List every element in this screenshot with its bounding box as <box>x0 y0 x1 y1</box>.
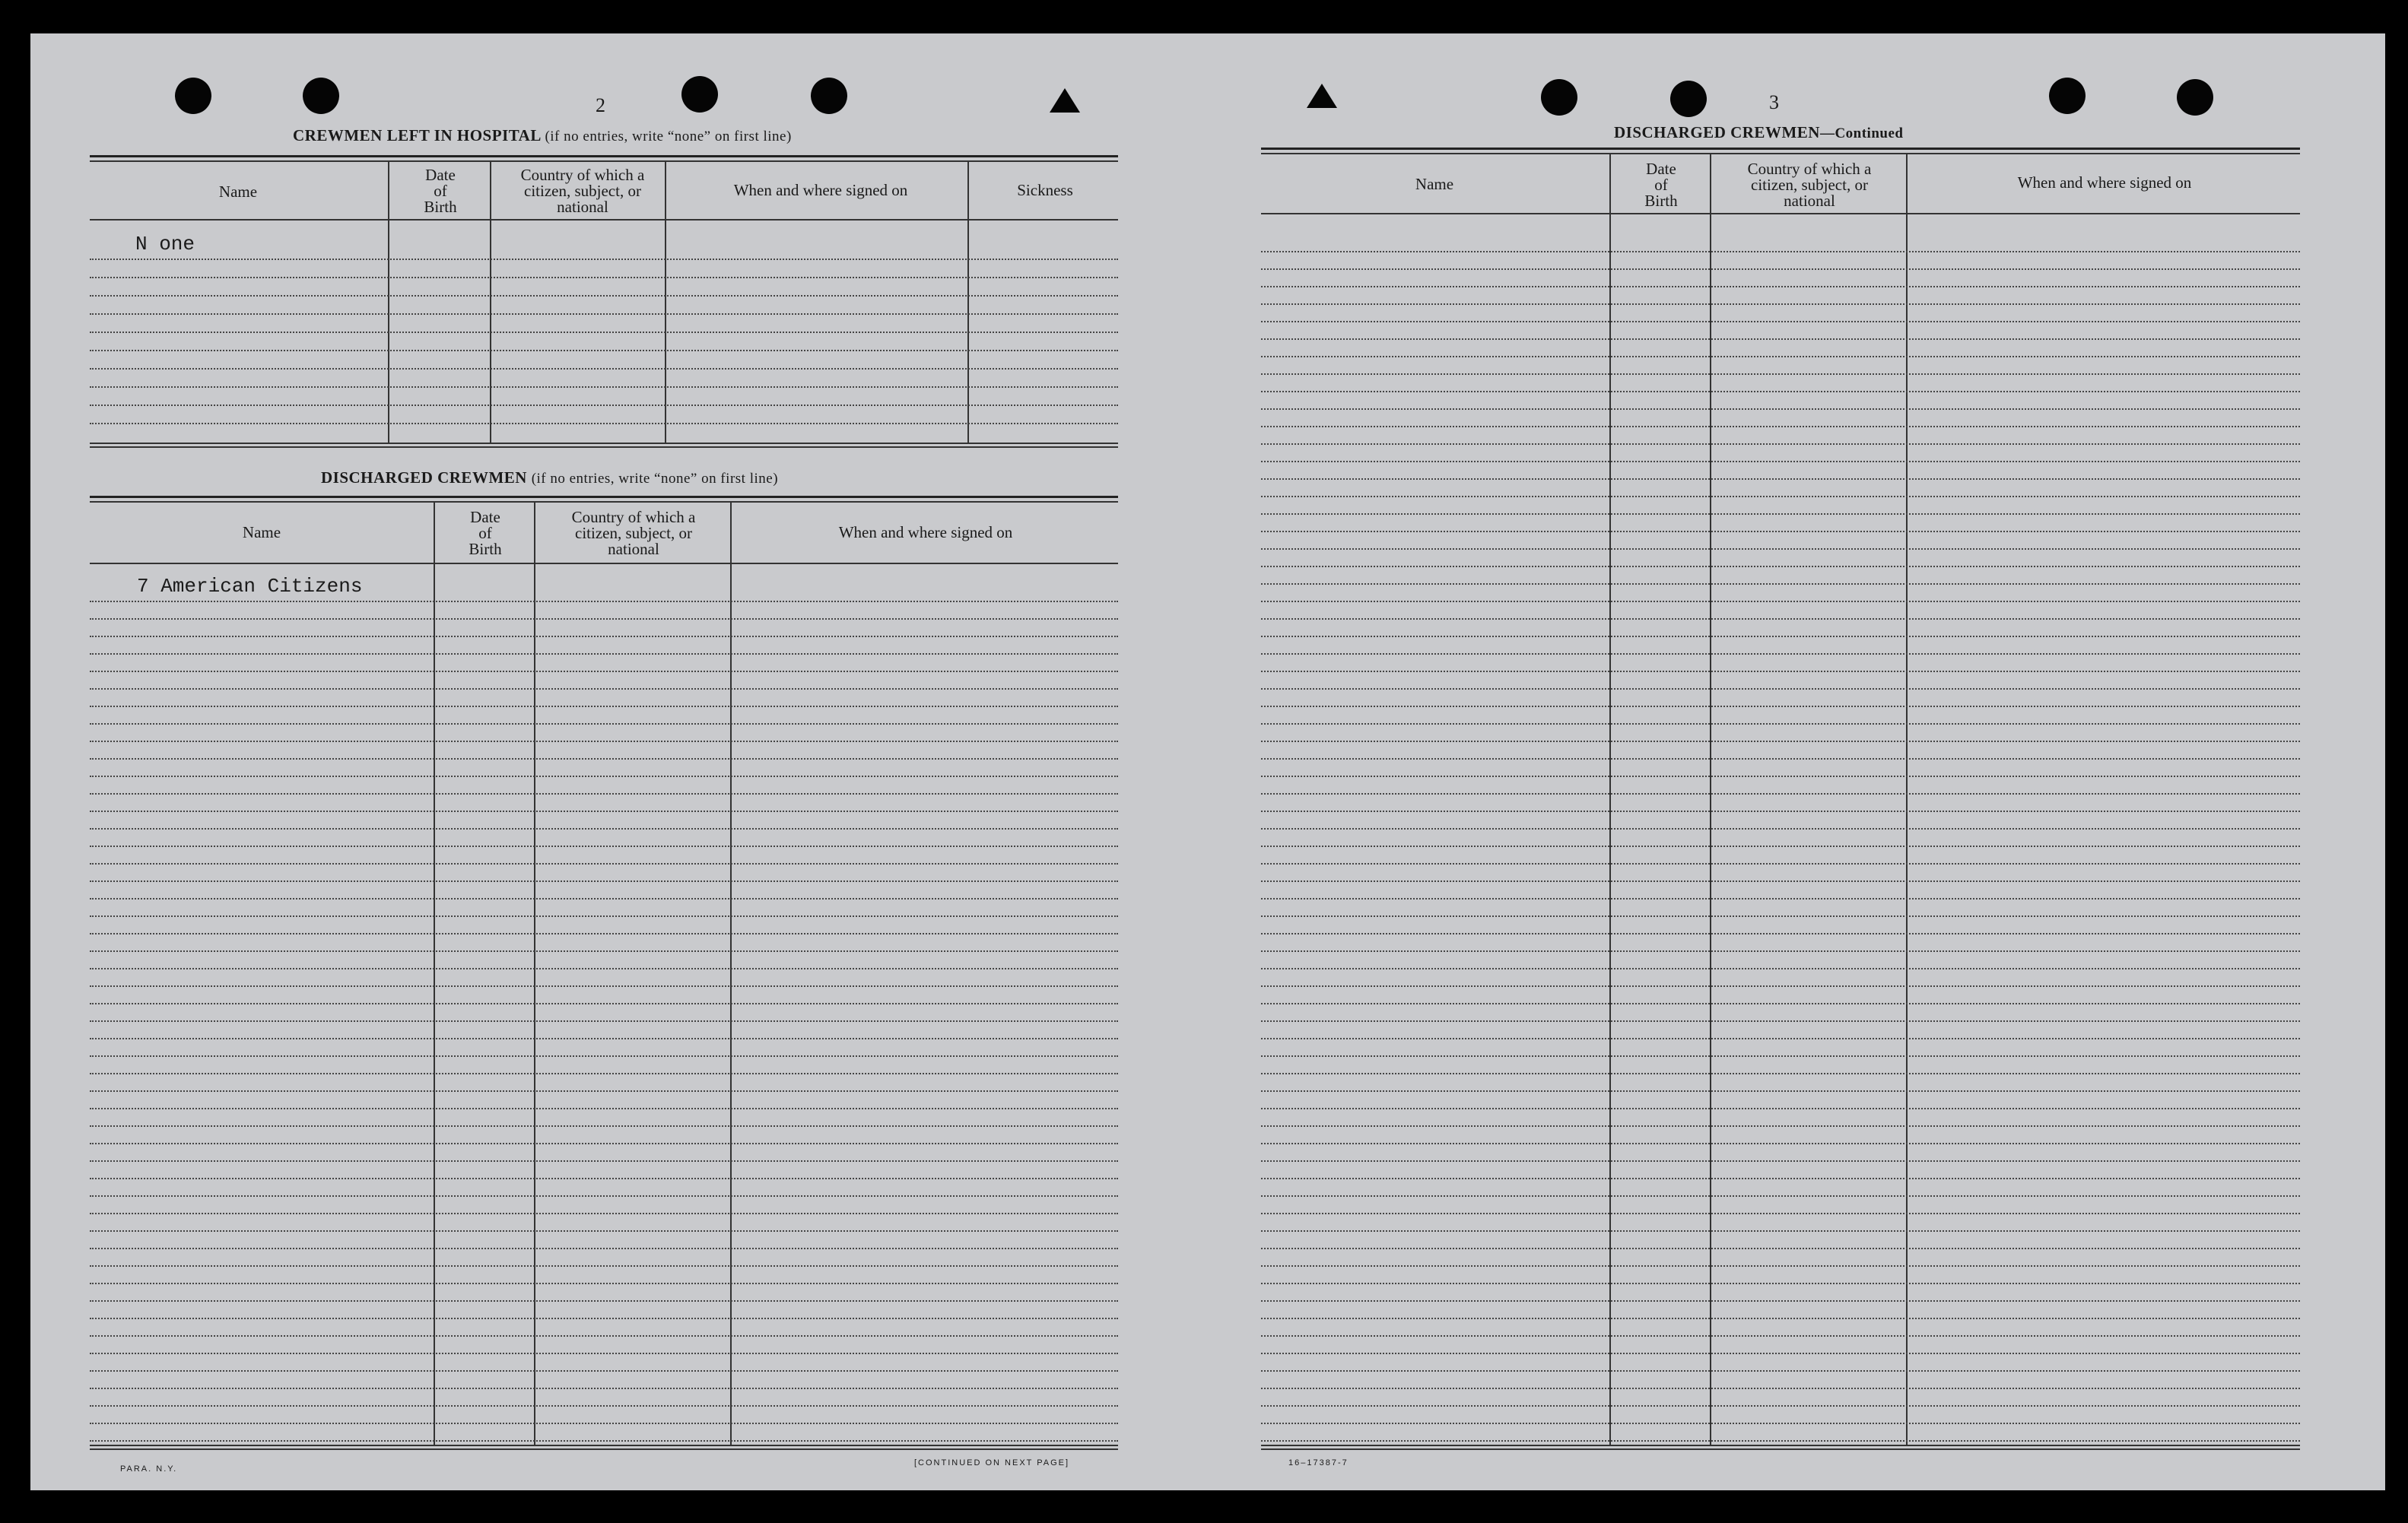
ruled-line <box>1261 898 2300 900</box>
ruled-line <box>90 933 1118 934</box>
column-divider <box>967 161 969 443</box>
ruled-line <box>1261 950 2300 952</box>
ruled-line <box>90 1038 1118 1039</box>
ruled-line <box>90 601 1118 602</box>
ruled-line <box>90 898 1118 900</box>
ruled-line <box>90 758 1118 760</box>
table-bottom-rule <box>90 1448 1118 1450</box>
column-header-date-of-birth: Date of Birth <box>424 166 457 216</box>
column-header-country: Country of which a citizen, subject, or national <box>1747 160 1872 210</box>
ruled-line <box>90 688 1118 690</box>
ruled-line <box>1261 496 2300 497</box>
column-divider <box>1609 154 1611 1445</box>
ruled-line <box>90 295 1118 297</box>
ruled-line <box>1261 1178 2300 1179</box>
ruled-line <box>1261 566 2300 567</box>
punch-hole-icon <box>175 78 211 114</box>
ruled-line <box>1261 671 2300 672</box>
ruled-line <box>90 259 1118 260</box>
ruled-line <box>90 350 1118 351</box>
table-top-rule <box>1261 148 2300 150</box>
punch-hole-icon <box>1670 81 1707 117</box>
ruled-line <box>1261 741 2300 742</box>
column-header-signed-on: When and where signed on <box>733 181 908 199</box>
ruled-line <box>1261 338 2300 340</box>
ruled-line <box>1261 1073 2300 1074</box>
table-bottom-rule <box>90 443 1118 444</box>
punch-hole-icon <box>811 78 847 114</box>
ruled-line <box>1261 286 2300 287</box>
punch-hole-icon <box>2049 78 2086 114</box>
column-divider <box>388 161 389 443</box>
table-bottom-rule <box>90 446 1118 448</box>
table-top-rule <box>90 160 1118 162</box>
table-top-rule <box>90 501 1118 503</box>
ruled-line <box>90 653 1118 655</box>
ruled-line <box>90 671 1118 672</box>
ruled-line <box>1261 1440 2300 1442</box>
ruled-line <box>90 1440 1118 1442</box>
ruled-line <box>90 706 1118 707</box>
ruled-line <box>1261 1143 2300 1144</box>
ruled-line <box>1261 531 2300 532</box>
ruled-line <box>90 1003 1118 1004</box>
ruled-line <box>1261 478 2300 480</box>
ruled-line <box>1261 706 2300 707</box>
ruled-line <box>1261 863 2300 865</box>
ruled-line <box>90 313 1118 315</box>
ruled-line <box>1261 268 2300 270</box>
ruled-line <box>90 863 1118 865</box>
column-divider <box>490 161 491 443</box>
ruled-line <box>1261 1213 2300 1214</box>
punch-hole-icon <box>303 78 339 114</box>
ruled-line <box>90 1230 1118 1232</box>
form-number: 16–17387-7 <box>1288 1458 1349 1467</box>
printer-mark: PARA. N.Y. <box>120 1464 178 1474</box>
ruled-line <box>1261 548 2300 550</box>
column-header-country: Country of which a citizen, subject, or national <box>520 166 645 216</box>
ruled-line <box>1261 1423 2300 1424</box>
ruled-line <box>1261 251 2300 252</box>
ruled-line <box>1261 618 2300 620</box>
ruled-line <box>90 1213 1118 1214</box>
column-header-signed-on: When and where signed on <box>2017 173 2192 192</box>
column-divider <box>1906 154 1908 1445</box>
ruled-line <box>90 368 1118 370</box>
ruled-line <box>90 1195 1118 1197</box>
ruled-line <box>1261 1318 2300 1319</box>
column-divider <box>665 161 666 443</box>
ruled-line <box>1261 373 2300 375</box>
ruled-line <box>1261 1108 2300 1109</box>
ruled-line <box>90 1265 1118 1267</box>
ruled-line <box>90 1055 1118 1057</box>
hospital-entry: N one <box>135 233 195 255</box>
discharged-title-text: DISCHARGED CREWMEN <box>321 468 527 487</box>
ruled-line <box>90 1318 1118 1319</box>
ruled-line <box>1261 653 2300 655</box>
ruled-line <box>90 277 1118 278</box>
ruled-line <box>1261 968 2300 969</box>
ruled-line <box>90 1178 1118 1179</box>
ruled-line <box>1261 1283 2300 1284</box>
ruled-line <box>1261 1388 2300 1389</box>
ruled-line <box>1261 1003 2300 1004</box>
page-number: 3 <box>1769 91 1779 113</box>
ruled-line <box>1261 985 2300 987</box>
column-header-date-of-birth: Date of Birth <box>469 508 502 558</box>
ruled-line <box>1261 846 2300 847</box>
ruled-line <box>1261 1300 2300 1302</box>
ruled-line <box>90 386 1118 388</box>
ruled-line <box>1261 811 2300 812</box>
ruled-line <box>90 1423 1118 1424</box>
ruled-line <box>90 423 1118 424</box>
hospital-section-title <box>293 126 792 145</box>
ruled-line <box>90 1248 1118 1249</box>
ruled-line <box>1261 1038 2300 1039</box>
ruled-line <box>1261 426 2300 427</box>
hospital-title-text: CREWMEN LEFT IN HOSPITAL <box>293 126 541 144</box>
ruled-line <box>90 1283 1118 1284</box>
table-bottom-rule <box>1261 1445 2300 1446</box>
ruled-line <box>1261 461 2300 462</box>
ruled-line <box>90 618 1118 620</box>
ruled-line <box>1261 1370 2300 1372</box>
ruled-line <box>90 1090 1118 1092</box>
ruled-line <box>90 985 1118 987</box>
ruled-line <box>1261 1195 2300 1197</box>
header-bottom-rule <box>90 563 1118 564</box>
ruled-line <box>1261 933 2300 934</box>
ruled-line <box>1261 1353 2300 1354</box>
column-header-name: Name <box>1415 175 1454 193</box>
ruled-line <box>90 915 1118 917</box>
ruled-line <box>1261 1405 2300 1407</box>
ruled-line <box>90 1405 1118 1407</box>
ruled-line <box>1261 1230 2300 1232</box>
table-top-rule <box>1261 153 2300 154</box>
ruled-line <box>90 636 1118 637</box>
ruled-line <box>90 811 1118 812</box>
ruled-line <box>90 1020 1118 1022</box>
ruled-line <box>1261 1020 2300 1022</box>
ruled-line <box>90 950 1118 952</box>
punch-hole-icon <box>1541 79 1577 116</box>
table-top-rule <box>90 155 1118 157</box>
ruled-line <box>1261 636 2300 637</box>
ruled-line <box>1261 321 2300 322</box>
ruled-line <box>90 1125 1118 1127</box>
triangle-marker-icon <box>1050 88 1080 113</box>
ruled-line <box>90 776 1118 777</box>
column-divider <box>534 502 535 1445</box>
ruled-line <box>1261 723 2300 725</box>
triangle-marker-icon <box>1307 84 1337 108</box>
table-top-rule <box>90 496 1118 498</box>
ruled-line <box>90 1388 1118 1389</box>
column-header-country: Country of which a citizen, subject, or national <box>571 508 696 558</box>
ruled-line <box>1261 776 2300 777</box>
column-header-signed-on: When and where signed on <box>838 523 1013 541</box>
document-sheet <box>30 33 2385 1490</box>
column-header-date-of-birth: Date of Birth <box>1644 160 1678 210</box>
ruled-line <box>90 1108 1118 1109</box>
ruled-line <box>90 846 1118 847</box>
column-divider <box>434 502 435 1445</box>
ruled-line <box>1261 513 2300 515</box>
ruled-line <box>1261 1125 2300 1127</box>
page-number: 2 <box>596 94 605 116</box>
ruled-line <box>90 968 1118 969</box>
column-header-name: Name <box>242 523 281 541</box>
discharged-entry: 7 American Citizens <box>137 575 363 598</box>
ruled-line <box>90 1335 1118 1337</box>
column-header-sickness: Sickness <box>1017 181 1073 199</box>
ruled-line <box>1261 915 2300 917</box>
punch-hole-icon <box>2177 79 2213 116</box>
discharged-title-note: (if no entries, write “none” on first line) <box>531 471 779 487</box>
ruled-line <box>1261 391 2300 392</box>
ruled-line <box>1261 303 2300 305</box>
ruled-line <box>90 1353 1118 1354</box>
ruled-line <box>1261 758 2300 760</box>
header-bottom-rule <box>1261 213 2300 214</box>
ruled-line <box>90 828 1118 830</box>
ruled-line <box>1261 1090 2300 1092</box>
header-bottom-rule <box>90 219 1118 221</box>
ruled-line <box>90 332 1118 333</box>
ruled-line <box>1261 1248 2300 1249</box>
ruled-line <box>90 1370 1118 1372</box>
ruled-line <box>90 1160 1118 1162</box>
column-divider <box>730 502 732 1445</box>
ruled-line <box>1261 1055 2300 1057</box>
ruled-line <box>1261 828 2300 830</box>
ruled-line <box>1261 688 2300 690</box>
ruled-line <box>1261 408 2300 410</box>
table-bottom-rule <box>1261 1448 2300 1450</box>
ruled-line <box>90 1143 1118 1144</box>
ruled-line <box>1261 1265 2300 1267</box>
hospital-title-note: (if no entries, write “none” on first line) <box>545 129 792 144</box>
continued-note: [CONTINUED ON NEXT PAGE] <box>914 1458 1070 1467</box>
continued-title-text: DISCHARGED CREWMEN <box>1614 123 1820 141</box>
discharged-continued-title <box>1614 123 1903 142</box>
ruled-line <box>1261 880 2300 882</box>
ruled-line <box>1261 793 2300 795</box>
ruled-line <box>90 723 1118 725</box>
ruled-line <box>90 405 1118 406</box>
ruled-line <box>1261 1160 2300 1162</box>
ruled-line <box>1261 583 2300 585</box>
ruled-line <box>90 1073 1118 1074</box>
column-header-name: Name <box>218 182 258 201</box>
continued-title-suffix: —Continued <box>1819 125 1904 141</box>
ruled-line <box>90 880 1118 882</box>
ruled-line <box>1261 356 2300 357</box>
table-bottom-rule <box>90 1445 1118 1446</box>
ruled-line <box>1261 443 2300 445</box>
ruled-line <box>90 741 1118 742</box>
ruled-line <box>1261 601 2300 602</box>
ruled-line <box>90 793 1118 795</box>
column-divider <box>1710 154 1711 1445</box>
ruled-line <box>1261 1335 2300 1337</box>
discharged-section-title <box>321 468 778 487</box>
ruled-line <box>90 1300 1118 1302</box>
punch-hole-icon <box>681 76 718 113</box>
